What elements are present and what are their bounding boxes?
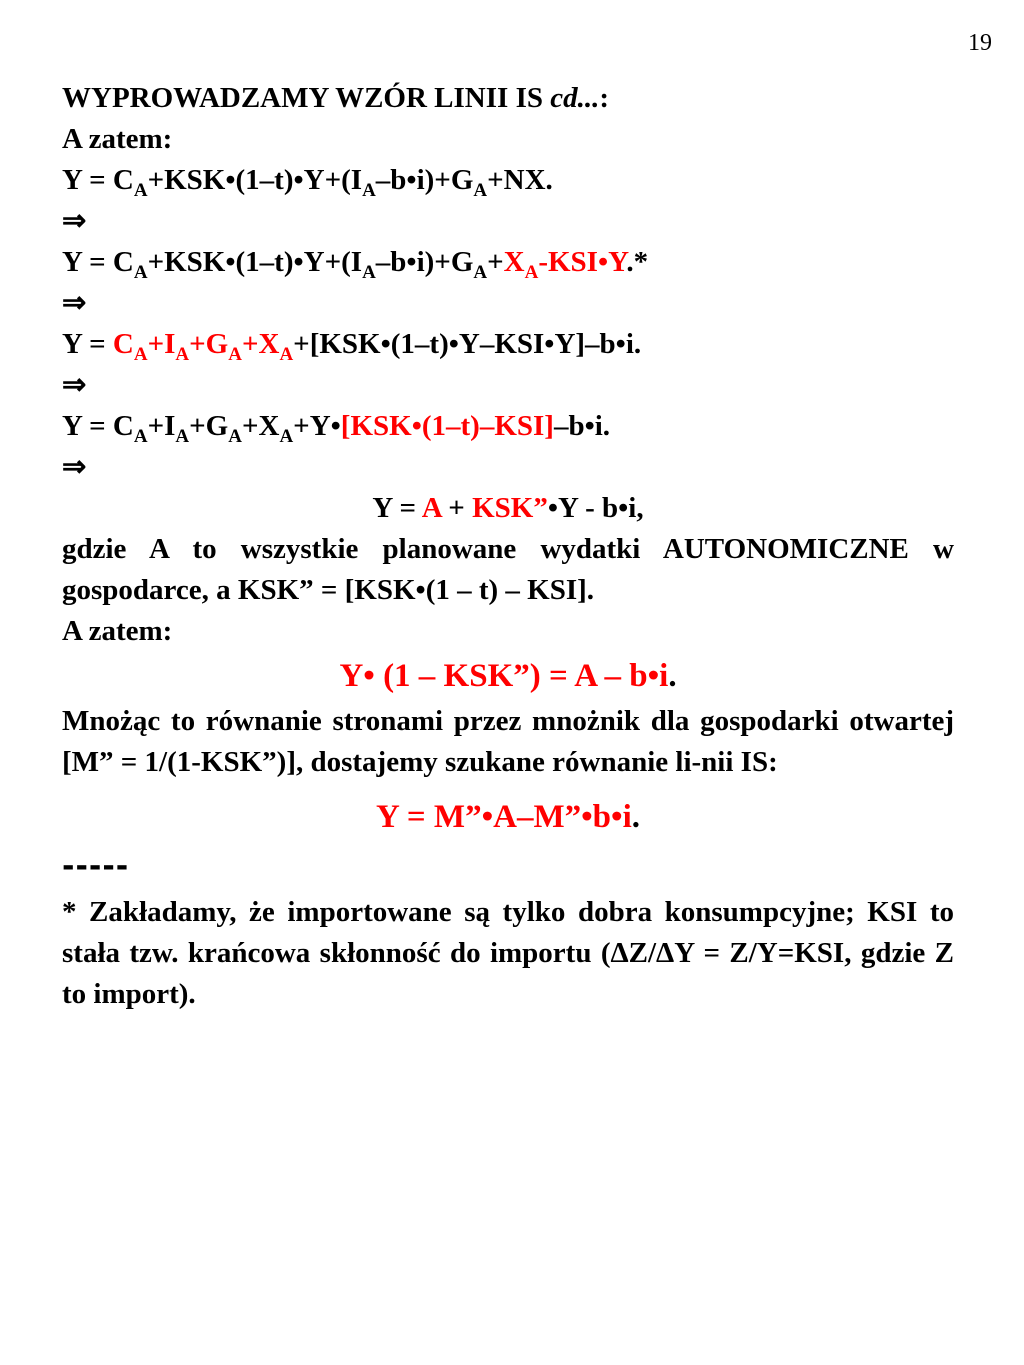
equation-3 [62, 324, 954, 365]
eq2-part2: –b•i)+G [375, 246, 474, 278]
eq4-bracket: [KSK•(1–t)–KSI] [340, 410, 554, 442]
eq2-part3: + [487, 246, 504, 278]
implies-arrow: ⇒ [62, 205, 87, 237]
equation-2 [62, 242, 954, 283]
footnote: * Zakładamy, że importowane są tylko dobra konsumpcyjne; KSI to stała tzw. krańcowa skłonność do importu (ΔZ/ΔY = Z/Y=KSI, gdzie Z to import). [62, 896, 954, 1010]
implies-arrow: ⇒ [62, 287, 87, 319]
eq2-sub-a2: A [362, 262, 376, 283]
eq3-sub-a3: A [228, 344, 242, 365]
eq3-sub-a4: A [279, 344, 294, 365]
separator: ----- [62, 849, 130, 884]
implies-arrow: ⇒ [62, 451, 87, 483]
slide-content [62, 78, 954, 1015]
eq4-x: +X [241, 410, 280, 442]
eq1-sub-a3: A [473, 180, 488, 201]
eq6-main: Y• (1 – KSK”) = A – b•i [339, 658, 669, 694]
eq1-sub-a: A [133, 180, 148, 201]
heading-text: WYPROWADZAMY WZÓR LINII IS [62, 82, 551, 114]
eq3-y: Y = [62, 328, 113, 360]
equation-1 [62, 160, 954, 201]
eq6-dot: . [668, 658, 677, 694]
heading-italic: cd... [550, 82, 600, 114]
equation-6 [62, 656, 954, 697]
eq4-g: +G [189, 410, 229, 442]
eq4-sub-a3: A [228, 426, 242, 447]
eq2-c: C [112, 246, 134, 278]
eq3-i: +I [147, 328, 176, 360]
eq4-i: +I [147, 410, 176, 442]
eq1-y: Y = [62, 164, 113, 196]
multiplier-paragraph: Mnożąc to równanie stronami przez mnożnik dla gospodarki otwartej [M” = 1/(1-KSK”)], dostajemy szukane równanie li-nii IS: [62, 705, 954, 778]
eq1-c: C [112, 164, 134, 196]
eq3-sub-a: A [133, 344, 148, 365]
eq3-g: +G [189, 328, 229, 360]
page-number: 19 [968, 30, 992, 56]
eq2-sub-a4: A [524, 262, 539, 283]
heading-colon: : [599, 82, 610, 114]
eq2-y: Y = [62, 246, 113, 278]
eq5-y: Y = [372, 492, 422, 524]
eq2-sub-a: A [133, 262, 148, 283]
implies-arrow: ⇒ [62, 369, 87, 401]
eq2-ksi: -KSI•Y [538, 246, 627, 278]
equation-5 [62, 488, 954, 529]
definition-paragraph: gdzie A to wszystkie planowane wydatki AUTONOMICZNE w gospodarce, a KSK” = [KSK•(1 – t) – KSI]. [62, 533, 954, 606]
eq2-part1: +KSK•(1–t)•Y+(I [147, 246, 363, 278]
eq7-main: Y = M”•A–M”•b•i [376, 799, 632, 835]
eq5-ksk: KSK” [472, 492, 548, 524]
eq4-y: Y = [62, 410, 113, 442]
a-zatem-label: A zatem: [62, 615, 173, 647]
eq2-tail: .* [626, 246, 649, 278]
eq1-part2: –b•i)+G [375, 164, 474, 196]
eq1-part1: +KSK•(1–t)•Y+(I [147, 164, 363, 196]
eq1-part3: +NX. [487, 164, 553, 196]
eq5-plus: + [441, 492, 473, 524]
eq4-c: C [112, 410, 134, 442]
eq3-sub-a2: A [175, 344, 190, 365]
a-zatem-label: A zatem: [62, 123, 173, 155]
slide-heading [62, 78, 954, 119]
eq3-x: +X [241, 328, 280, 360]
eq2-sub-a3: A [473, 262, 488, 283]
eq2-x: X [503, 246, 525, 278]
is-curve-equation [62, 797, 954, 838]
eq5-a: A [421, 492, 442, 524]
eq4-sub-a2: A [175, 426, 190, 447]
eq4-sub-a: A [133, 426, 148, 447]
eq4-mid: +Y• [293, 410, 341, 442]
eq7-dot: . [631, 799, 640, 835]
eq3-c: C [112, 328, 134, 360]
eq4-tail: –b•i. [553, 410, 611, 442]
equation-4 [62, 406, 954, 447]
eq5-tail: •Y - b•i, [547, 492, 644, 524]
eq4-sub-a4: A [279, 426, 294, 447]
eq3-rest: +[KSK•(1–t)•Y–KSI•Y]–b•i. [293, 328, 642, 360]
eq1-sub-a2: A [362, 180, 376, 201]
